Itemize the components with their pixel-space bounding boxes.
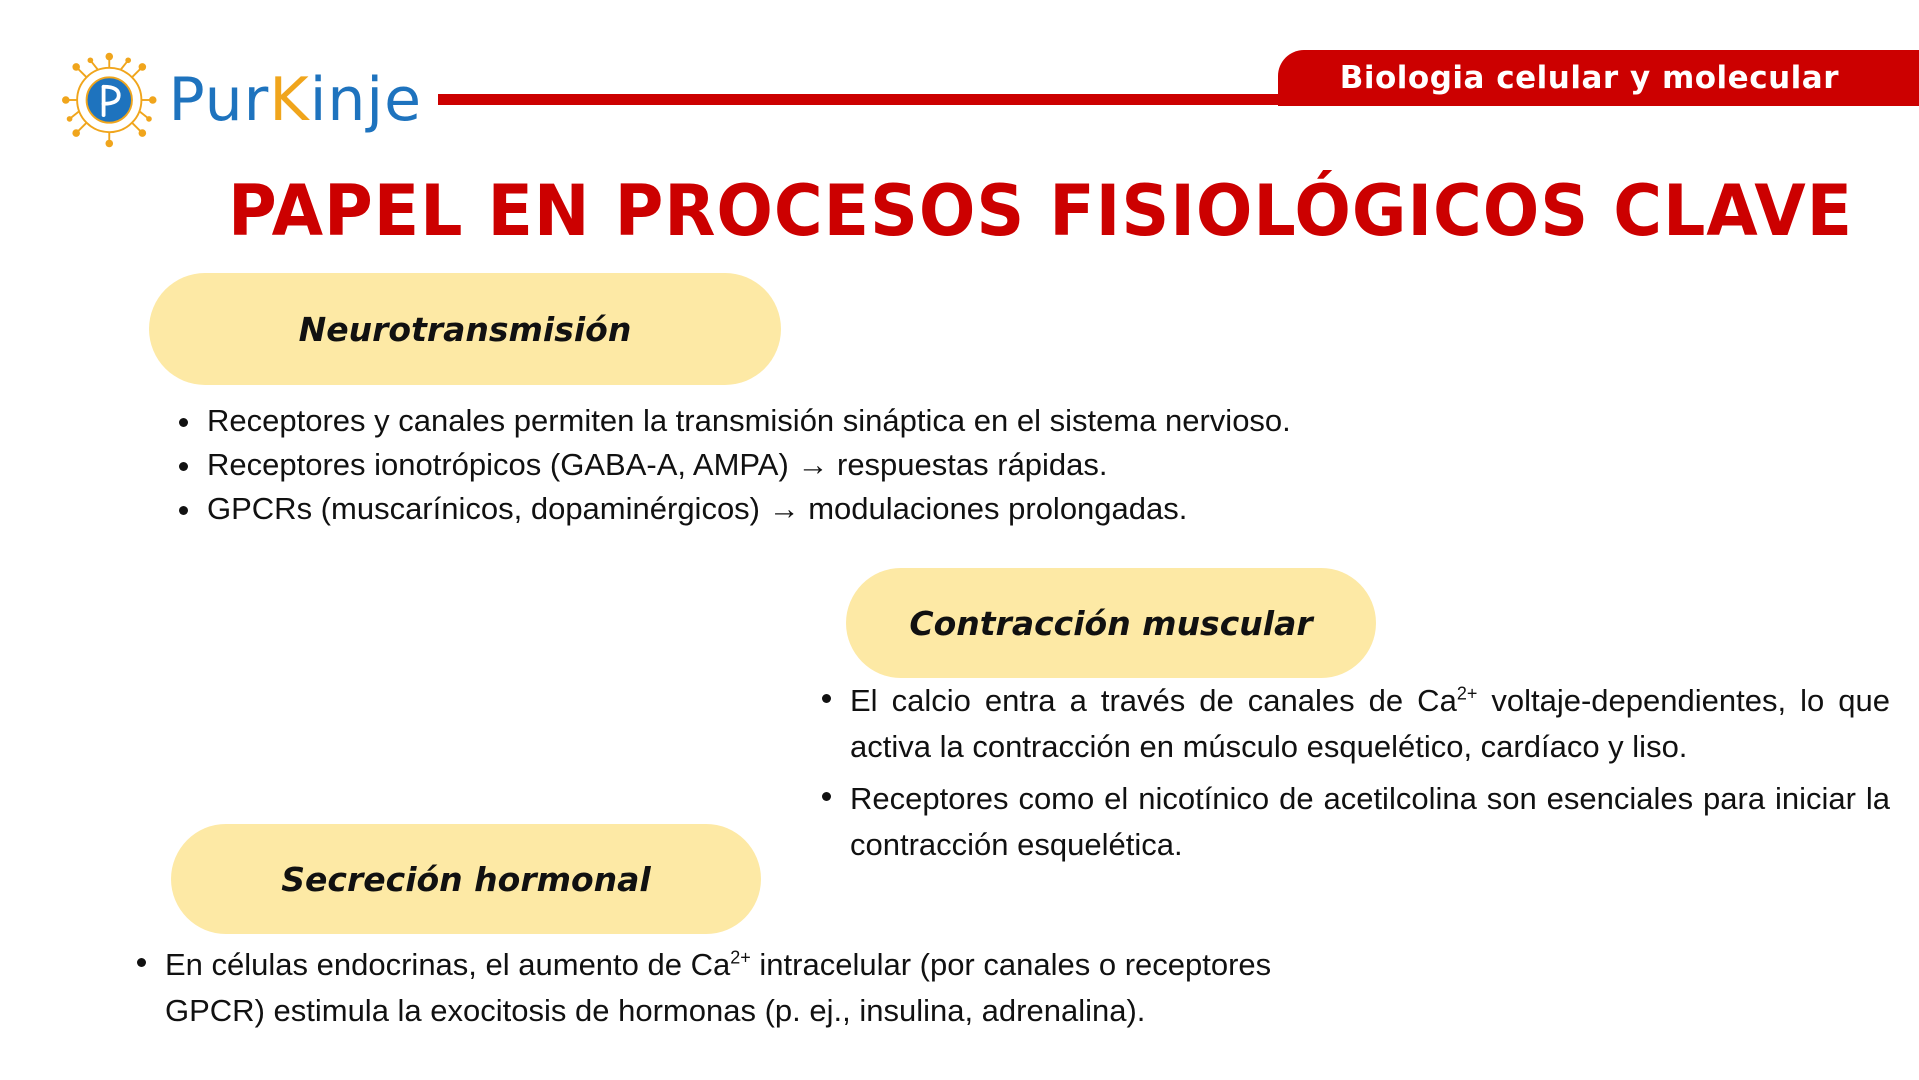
list-item: Receptores y canales permiten la transmisión sináptica en el sistema nervioso. — [207, 402, 1467, 440]
list-item: En células endocrinas, el aumento de $Ca^{2+}$ intracelular (por canales o receptores GPCR) estimula la exocitosis de hormonas (p. ej., insulina, adrenalina). — [165, 942, 1365, 1034]
course-tag — [1278, 50, 1919, 106]
muscle-list — [850, 678, 1890, 874]
purkinje-logo — [62, 50, 422, 150]
neuron-logo-icon — [62, 52, 157, 148]
hormone-list — [165, 942, 1365, 1034]
section-heading-secrecion: Secreción hormonal — [171, 824, 761, 934]
list-item: Receptores como el nicotínico de acetilcolina son esenciales para iniciar la contracción esquelética. — [850, 776, 1890, 868]
header-rule — [438, 94, 1298, 105]
list-item: Receptores ionotrópicos (GABA-A, AMPA) → respuestas rápidas. — [207, 446, 1467, 484]
list-item: El calcio entra a través de canales de $Ca^{2+}$ voltaje-dependientes, lo que activa la contracción en músculo esquelético, cardíaco y liso. — [850, 678, 1890, 770]
neuro-list — [207, 402, 1467, 534]
section-heading-neurotransmision: Neurotransmisión — [149, 273, 781, 385]
list-item: GPCRs (muscarínicos, dopaminérgicos) → modulaciones prolongadas. — [207, 490, 1467, 528]
page-title: PAPEL EN PROCESOS FISIOLÓGICOS CLAVE — [228, 170, 1854, 252]
brand-name: PurKinje — [168, 65, 422, 135]
course-label: Biologia celular y molecular — [1339, 60, 1839, 96]
section-heading-contraccion: Contracción muscular — [846, 568, 1376, 678]
